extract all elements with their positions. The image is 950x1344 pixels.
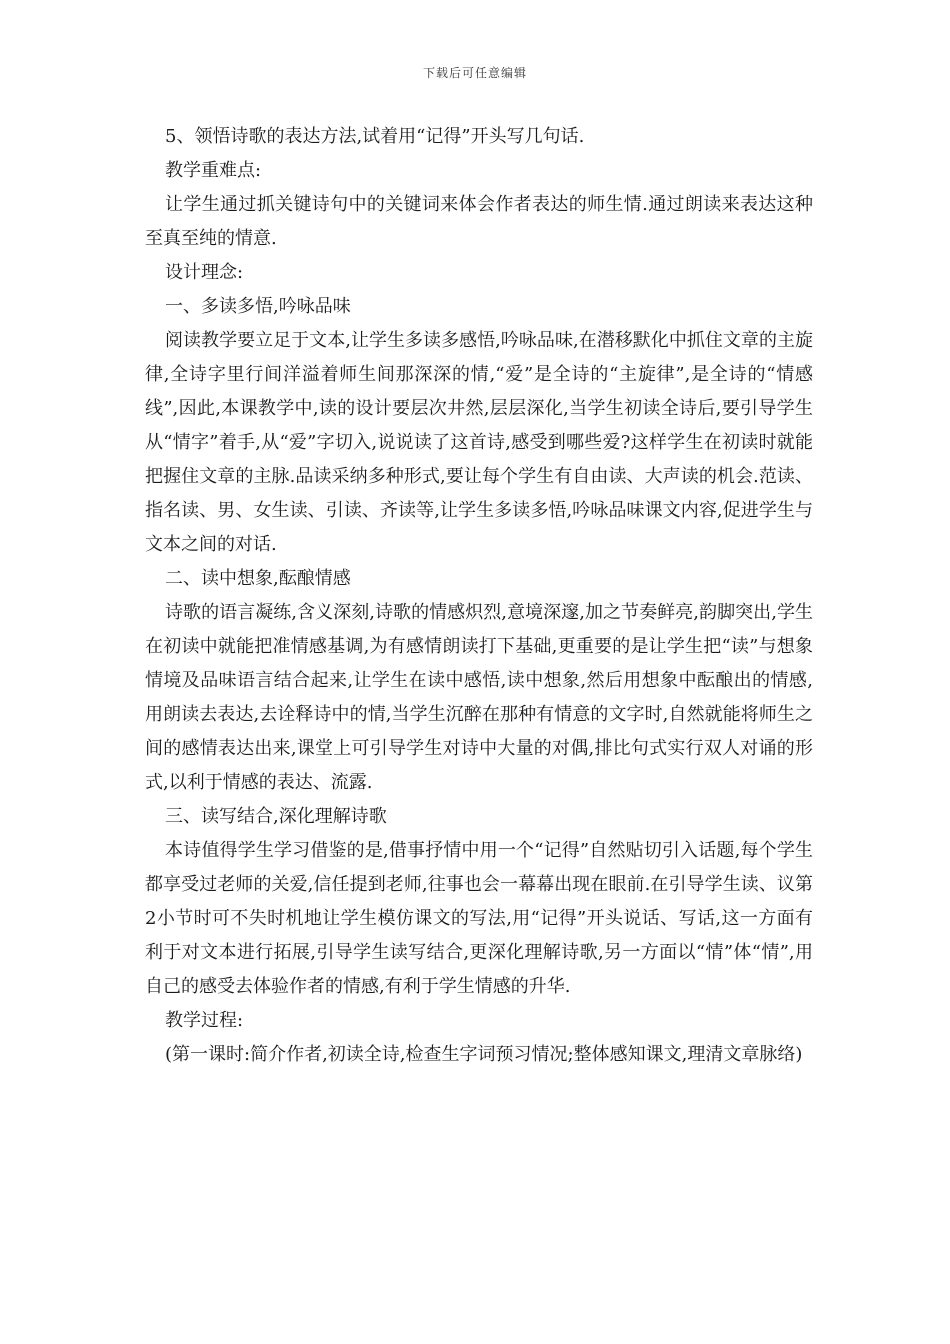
paragraph-imagination: 诗歌的语言凝练,含义深刻,诗歌的情感炽烈,意境深邃,加之节奏鲜亮,韵脚突出,学生在初读中就能把准情感基调,为有感情朗读打下基础,更重要的是让学生把“读”与想象情境及品味语言结合起来,让学生在读中感悟,读中想象,然后用想象中酝酿出的情感,用朗读去表达,去诠释诗中的情,当学生沉醉在那种有情意的文字时,自然就能将师生之间的感情表达出来,课堂上可引导学生对诗中大量的对偶,排比句式实行双人对诵的形式,以利于情感的表达、流露. [145,602,813,793]
paragraph-read-more: 阅读教学要立足于文本,让学生多读多感悟,吟咏品味,在潜移默化中抓住文章的主旋律,全诗字里行间洋溢着师生间那深深的情,“爱”是全诗的“主旋律”,是全诗的“情感线”,因此,本课教学中,读的设计要层次井然,层层深化,当学生初读全诗后,要引导学生从“情字”着手,从“爱”字切入,说说读了这首诗,感受到哪些爱?这样学生在初读时就能把握住文章的主脉.品读采纳多种形式,要让每个学生有自由读、大声读的机会.范读、指名读、男、女生读、引读、齐读等,让学生多读多悟,吟咏品味课文内容,促进学生与文本之间的对话. [145,330,813,555]
first-lesson-note: (第一课时:简介作者,初读全诗,检查生字词预习情况;整体感知课文,理清文章脉络) [165,1044,803,1065]
key-points-paragraph: 让学生通过抓关键诗句中的关键词来体会作者表达的师生情.通过朗读来表达这种至真至纯的情意. [145,194,813,249]
objective-item-5: 5、领悟诗歌的表达方法,试着用“记得”开头写几句话. [165,126,585,147]
subheading-read-more: 一、多读多悟,吟咏品味 [165,296,351,317]
subheading-imagination: 二、读中想象,酝酿情感 [165,568,351,589]
page-header: 下载后可任意编辑 [422,66,527,80]
document-body [145,120,813,1072]
subheading-read-write: 三、读写结合,深化理解诗歌 [165,806,387,827]
section-heading-key-points: 教学重难点: [165,160,262,181]
section-heading-teaching-process: 教学过程: [165,1010,244,1031]
section-heading-design-concept: 设计理念: [165,262,244,283]
paragraph-read-write: 本诗值得学生学习借鉴的是,借事抒情中用一个“记得”自然贴切引入话题,每个学生都享受过老师的关爱,信任提到老师,往事也会一幕幕出现在眼前.在引导学生读、议第2小节时可不失时机地让学生模仿课文的写法,用“记得”开头说话、写话,这一方面有利于对文本进行拓展,引导学生读写结合,更深化理解诗歌,另一方面以“情”体“情”,用自己的感受去体验作者的情感,有利于学生情感的升华. [145,840,813,997]
